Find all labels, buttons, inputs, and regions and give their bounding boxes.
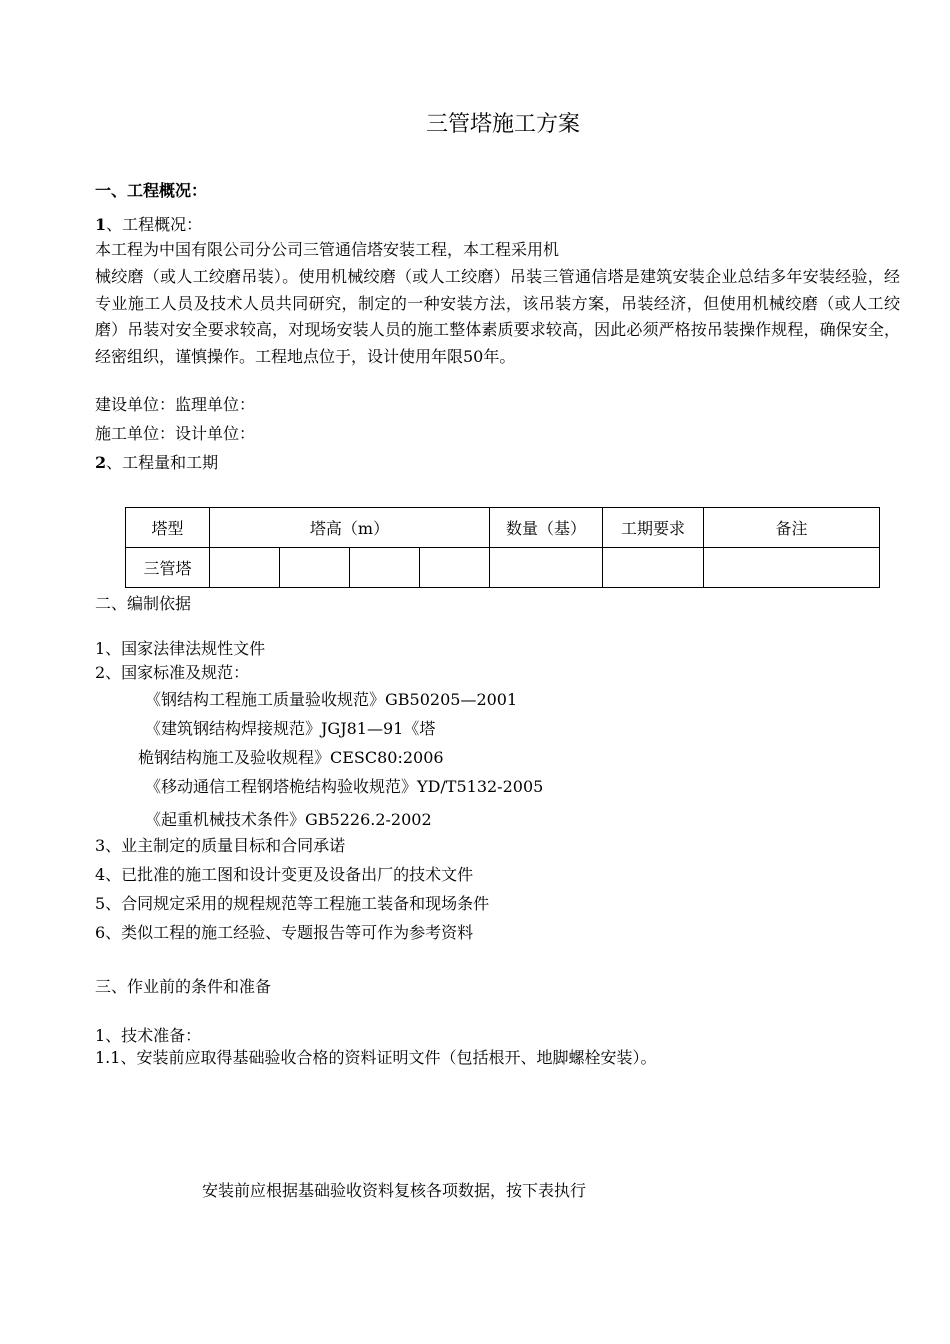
subheading-quantity (95, 453, 218, 472)
intro-first-line: 本工程为中国有限公司分公司三管通信塔安装工程，本工程采用机 (95, 240, 560, 259)
subheading-number: 2 (95, 453, 107, 472)
table-cell (490, 548, 603, 588)
section-heading-overview: 一、工程概况： (95, 181, 208, 200)
standard-item: 《移动通信工程钢塔桅结构验收规范》YD/T5132-2005 (145, 777, 544, 796)
build-unit-line: 建设单位：监理单位： (95, 395, 256, 414)
header-cell-schedule: 工期要求 (603, 508, 704, 548)
subheading-label: 、工程量和工期 (106, 453, 219, 472)
table-header-row (126, 508, 880, 548)
header-cell-tower-type: 塔型 (126, 508, 210, 548)
header-cell-tower-height: 塔高（m） (210, 508, 490, 548)
page-title: 三管塔施工方案 (425, 112, 580, 137)
section-heading-preparation: 三、作业前的条件和准备 (95, 977, 272, 996)
list-item: 1、国家法律法规性文件 (95, 639, 266, 658)
subheading-label: 、工程概况： (106, 215, 203, 234)
note-line: 安装前应根据基础验收资料复核各项数据，按下表执行 (202, 1181, 587, 1200)
list-item: 1、技术准备： (95, 1026, 202, 1045)
list-item: 2、国家标准及规范： (95, 663, 250, 682)
table-cell (420, 548, 490, 588)
table-cell (280, 548, 350, 588)
table-row (126, 548, 880, 588)
table-cell: 三管塔 (126, 548, 210, 588)
standard-item: 《起重机械技术条件》GB5226.2-2002 (145, 810, 432, 829)
header-cell-quantity: 数量（基） (490, 508, 603, 548)
header-cell-remarks: 备注 (704, 508, 880, 548)
table-cell (704, 548, 880, 588)
standard-item: 桅钢结构施工及验收规程》CESC80:2006 (138, 748, 444, 767)
intro-paragraph: 械绞磨（或人工绞磨吊装）。使用机械绞磨（或人工绞磨）吊装三管通信塔是建筑安装企业总结多年安装经验，经专业施工人员及技术人员共同研究，制定的一种安装方法，该吊装方案，吊装经济，但使用机械绞磨（或人工绞磨）吊装对安全要求较高，对现场安装人员的施工整体素质要求较高，因此必须严格按吊装操作规程，确保安全，经密组织，谨慎操作。工程地点位于，设计使用年限50年。 (95, 267, 900, 366)
list-item: 1.1、安装前应取得基础验收合格的资料证明文件（包括根开、地脚螺栓安装）。 (95, 1048, 657, 1067)
standard-item: 《钢结构工程施工质量验收规范》GB50205—2001 (145, 690, 518, 709)
subheading-number: 1 (95, 215, 107, 234)
construct-unit-line: 施工单位：设计单位： (95, 424, 256, 443)
subheading-overview (95, 215, 202, 234)
list-item: 5、合同规定采用的规程规范等工程施工装备和现场条件 (95, 894, 490, 913)
table-cell (603, 548, 704, 588)
quantity-table (125, 507, 880, 588)
list-item: 4、已批准的施工图和设计变更及设备出厂的技术文件 (95, 865, 474, 884)
list-item: 6、类似工程的施工经验、专题报告等可作为参考资料 (95, 923, 474, 942)
standard-item: 《建筑钢结构焊接规范》JGJ81—91《塔 (145, 719, 436, 738)
section-heading-basis: 二、编制依据 (95, 594, 192, 613)
table-cell (350, 548, 420, 588)
table-cell (210, 548, 280, 588)
list-item: 3、业主制定的质量目标和合同承诺 (95, 836, 346, 855)
